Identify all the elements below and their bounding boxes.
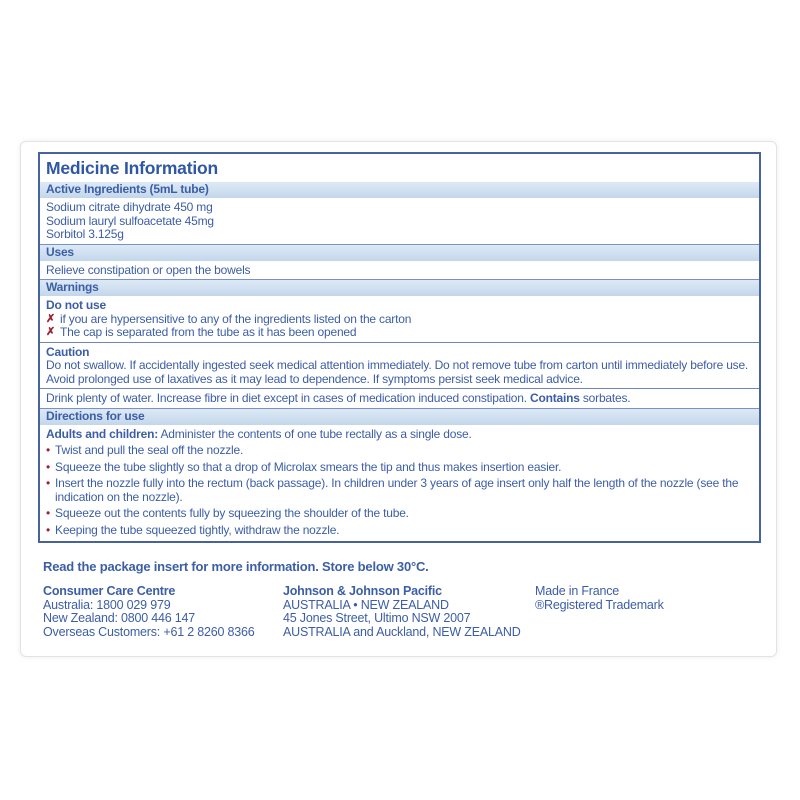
direction-step-text: Insert the nozzle fully into the rectum (back passage). In children under 3 years of age insert only half the length of the nozzle (see the indication on the nozzle). — [55, 476, 739, 504]
medicine-information-card — [20, 141, 777, 657]
direction-step-text: Keeping the tube squeezed tightly, withdraw the nozzle. — [55, 522, 340, 537]
section-header-directions: Directions for use — [40, 408, 759, 425]
contact-columns — [43, 585, 760, 639]
column-line: New Zealand: 0800 446 147 — [43, 611, 196, 625]
medicine-information-table — [38, 152, 761, 543]
do-not-use-heading: Do not use — [46, 298, 106, 312]
do-not-use-item-text: if you are hypersensitive to any of the ingredients listed on the carton — [60, 311, 412, 326]
caution-heading: Caution — [46, 344, 90, 359]
uses-text: Relieve constipation or open the bowels — [46, 262, 251, 277]
do-not-use-item-text: The cap is separated from the tube as it has been opened — [60, 325, 357, 339]
column-line: AUSTRALIA • NEW ZEALAND — [283, 597, 449, 612]
directions-intro-bold: Adults and children: — [46, 426, 159, 441]
ingredient-line: Sodium citrate dihydrate 450 mg — [46, 200, 213, 214]
company-column — [283, 585, 535, 639]
directions-steps — [46, 444, 753, 537]
origin-column — [535, 585, 760, 639]
direction-step — [46, 477, 753, 504]
bullet-icon: • — [46, 476, 51, 490]
direction-step-text: Squeeze out the contents fully by squeezing the shoulder of the tube. — [55, 506, 409, 520]
bullet-icon: • — [46, 522, 51, 537]
page-title: Medicine Information — [46, 158, 218, 178]
column-title: Johnson & Johnson Pacific — [283, 584, 442, 598]
direction-step-text: Squeeze the tube slightly so that a drop of Microlax smears the tip and thus makes insertion easier. — [55, 459, 562, 474]
consumer-care-column — [43, 585, 283, 639]
direction-step — [46, 524, 753, 538]
do-not-use-item — [46, 313, 753, 327]
direction-step-text: Twist and pull the seal off the nozzle. — [55, 443, 244, 457]
do-not-use-block — [40, 296, 759, 342]
direction-step — [46, 461, 753, 475]
caution-text: Do not swallow. If accidentally ingested seek medical attention immediately. Do not remove tube from carton until immediately before use. Avoid prolonged use of laxatives as it may lead to dependence. If symptoms persist seek medical advice. — [46, 358, 749, 386]
section-header-warnings: Warnings — [40, 279, 759, 296]
ingredient-line: Sodium lauryl sulfoacetate 45mg — [46, 213, 214, 228]
footer-note: Read the package insert for more information. Store below 30°C. — [43, 559, 429, 574]
column-line: ®Registered Trademark — [535, 597, 664, 612]
advice-bold-word: Contains — [530, 391, 580, 405]
advice-block — [40, 388, 759, 408]
active-ingredients-list — [40, 198, 759, 244]
section-header-active-ingredients: Active Ingredients (5mL tube) — [40, 182, 759, 198]
footer — [43, 559, 760, 639]
advice-text-after: sorbates. — [579, 391, 631, 405]
directions-intro-rest: Administer the contents of one tube rectally as a single dose. — [158, 426, 472, 441]
column-line: Australia: 1800 029 979 — [43, 597, 171, 612]
advice-text: Drink plenty of water. Increase fibre in diet except in cases of medication induced constipation. — [46, 391, 531, 405]
column-line: Made in France — [535, 584, 620, 598]
column-line: Overseas Customers: +61 2 8260 8366 — [43, 624, 255, 639]
bullet-icon: • — [46, 459, 51, 474]
section-header-uses: Uses — [40, 244, 759, 261]
bullet-icon: • — [46, 506, 51, 520]
caution-block — [40, 342, 759, 389]
direction-step — [46, 507, 753, 521]
column-line: 45 Jones Street, Ultimo NSW 2007 — [283, 611, 471, 625]
column-line: AUSTRALIA and Auckland, NEW ZEALAND — [283, 624, 521, 639]
column-title: Consumer Care Centre — [43, 584, 176, 598]
cross-icon: ✗ — [46, 326, 56, 338]
cross-icon: ✗ — [46, 312, 56, 325]
directions-block — [40, 425, 759, 542]
direction-step — [46, 444, 753, 458]
do-not-use-item — [46, 326, 753, 340]
bullet-icon: • — [46, 443, 51, 457]
ingredient-line: Sorbitol 3.125g — [46, 227, 124, 241]
directions-intro — [46, 428, 753, 442]
